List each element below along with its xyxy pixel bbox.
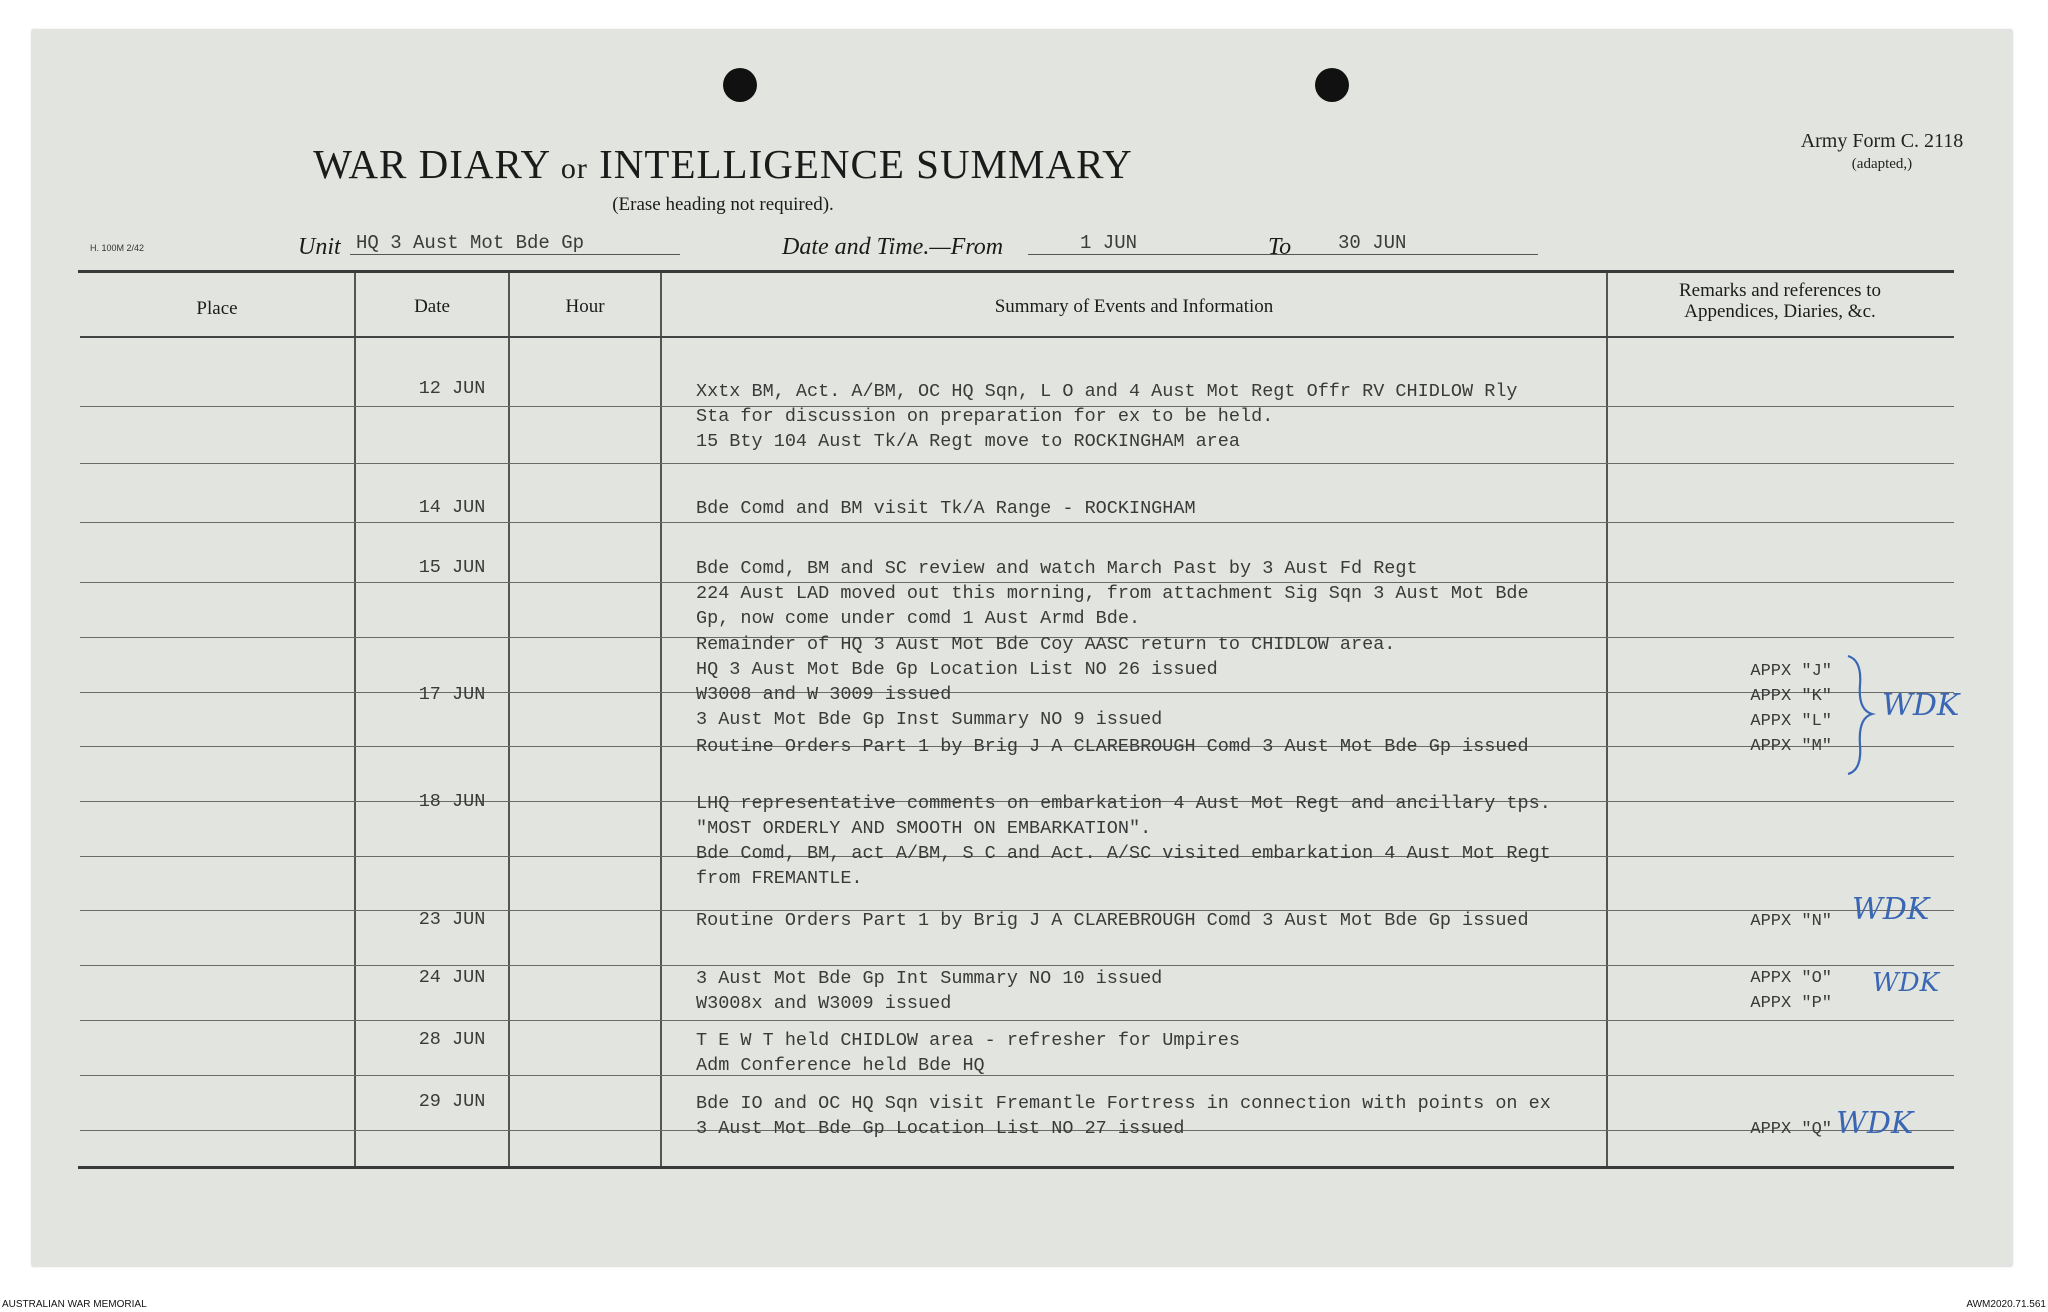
appendix-reference: APPX "J" [1750,662,1832,681]
column-header-hour: Hour [565,296,605,317]
date-to-value: 30 JUN [1338,232,1407,254]
event-line: Bde Comd, BM, act A/BM, S C and Act. A/SC visited embarkation 4 Aust Mot Regt [696,843,1551,864]
entry-date: 28 JUN [418,1029,486,1050]
event-line: Routine Orders Part 1 by Brig J A CLAREBROUGH Comd 3 Aust Mot Bde Gp issued [696,910,1529,931]
column-header-remarks [1608,280,1952,322]
diary-page [32,30,2012,1266]
title-intelligence-summary: INTELLIGENCE SUMMARY [599,141,1133,187]
event-line: T E W T held CHIDLOW area - refresher for Umpires [696,1030,1240,1051]
form-subtitle: (Erase heading not required). [612,194,834,215]
title-or: or [560,152,588,185]
unit-value: HQ 3 Aust Mot Bde Gp [356,232,585,254]
row-rule [80,522,1954,523]
appendix-reference: APPX "M" [1750,737,1832,756]
event-line: Gp, now come under comd 1 Aust Armd Bde. [696,608,1141,629]
unit-label: Unit [298,234,341,260]
appendix-reference: APPX "O" [1750,969,1832,988]
punch-hole-right [1315,68,1349,102]
column-header-summary: Summary of Events and Information [994,296,1274,317]
entry-date: 23 JUN [418,909,486,930]
column-header-date: Date [414,296,450,317]
handwritten-initials: WDK [1836,1106,1914,1141]
event-line: Bde Comd, BM and SC review and watch March Past by 3 Aust Fd Regt [696,558,1418,579]
entry-date: 15 JUN [418,557,486,578]
event-line: HQ 3 Aust Mot Bde Gp Location List NO 26 issued [696,659,1218,680]
event-line: 224 Aust LAD moved out this morning, from attachment Sig Sqn 3 Aust Mot Bde [696,583,1529,604]
table-top-rule [78,270,1954,273]
column-header-place: Place [196,298,238,319]
appendix-reference: APPX "P" [1750,994,1832,1013]
entry-date: 14 JUN [418,497,486,518]
row-rule [80,1075,1954,1076]
form-title [32,140,1414,188]
event-line: Bde Comd and BM visit Tk/A Range - ROCKINGHAM [696,498,1196,519]
event-line: 3 Aust Mot Bde Gp Int Summary NO 10 issued [696,968,1163,989]
entry-date: 29 JUN [418,1091,486,1112]
print-code: H. 100M 2/42 [90,243,145,253]
appendix-reference: APPX "Q" [1750,1120,1832,1139]
row-rule [80,692,1954,693]
date-to-label: To [1268,234,1292,260]
date-from-label: Date and Time.—From [782,234,1004,260]
event-line: 15 Bty 104 Aust Tk/A Regt move to ROCKINGHAM area [696,431,1240,452]
event-line: Xxtx BM, Act. A/BM, OC HQ Sqn, L O and 4 Aust Mot Regt Offr RV CHIDLOW Rly [696,381,1518,402]
event-line: Sta for discussion on preparation for ex to be held. [696,406,1274,427]
event-line: Bde IO and OC HQ Sqn visit Fremantle Fortress in connection with points on ex [696,1093,1551,1114]
appendix-reference: APPX "N" [1750,912,1832,931]
event-line: Routine Orders Part 1 by Brig J A CLAREBROUGH Comd 3 Aust Mot Bde Gp issued [696,736,1529,757]
punch-hole-left [723,68,757,102]
remarks-header-line2: Appendices, Diaries, &c. [1684,301,1876,322]
remarks-header-line1: Remarks and references to [1678,280,1882,301]
handwritten-initials: WDK [1882,688,1960,723]
footer-institution: AUSTRALIAN WAR MEMORIAL [2,1299,147,1310]
event-line: W3008x and W3009 issued [696,993,952,1014]
entry-date: 18 JUN [418,791,486,812]
handwritten-initials: WDK [1852,892,1930,927]
header-row-rule [80,336,1954,338]
event-line: W3008 and W 3009 issued [696,684,952,705]
row-rule [80,463,1954,464]
row-rule [80,965,1954,966]
footer-accession-number: AWM2020.71.561 [1966,1299,2046,1310]
event-line: 3 Aust Mot Bde Gp Location List NO 27 issued [696,1118,1185,1139]
entry-date: 24 JUN [418,967,486,988]
row-rule [80,1020,1954,1021]
table-bottom-rule [78,1166,1954,1169]
date-from-underline [1028,254,1298,255]
event-line: Adm Conference held Bde HQ [696,1055,985,1076]
event-line: from FREMANTLE. [696,868,863,889]
army-form-adapted: (adapted,) [1851,156,1913,172]
unit-underline [350,254,680,255]
entry-date: 12 JUN [418,378,486,399]
appendix-reference: APPX "K" [1750,687,1832,706]
event-line: 3 Aust Mot Bde Gp Inst Summary NO 9 issued [696,709,1163,730]
appendix-reference: APPX "L" [1750,712,1832,731]
title-war-diary: WAR DIARY [313,141,550,187]
date-to-underline [1298,254,1538,255]
event-line: LHQ representative comments on embarkation 4 Aust Mot Regt and ancillary tps. [696,793,1551,814]
event-line: "MOST ORDERLY AND SMOOTH ON EMBARKATION". [696,818,1152,839]
entry-date: 17 JUN [418,684,486,705]
handwritten-initials: WDK [1872,968,1939,998]
date-from-value: 1 JUN [1080,232,1138,254]
event-line: Remainder of HQ 3 Aust Mot Bde Coy AASC return to CHIDLOW area. [696,634,1396,655]
army-form-number: Army Form C. 2118 [1800,130,1964,152]
curly-brace-mark [1842,650,1882,780]
